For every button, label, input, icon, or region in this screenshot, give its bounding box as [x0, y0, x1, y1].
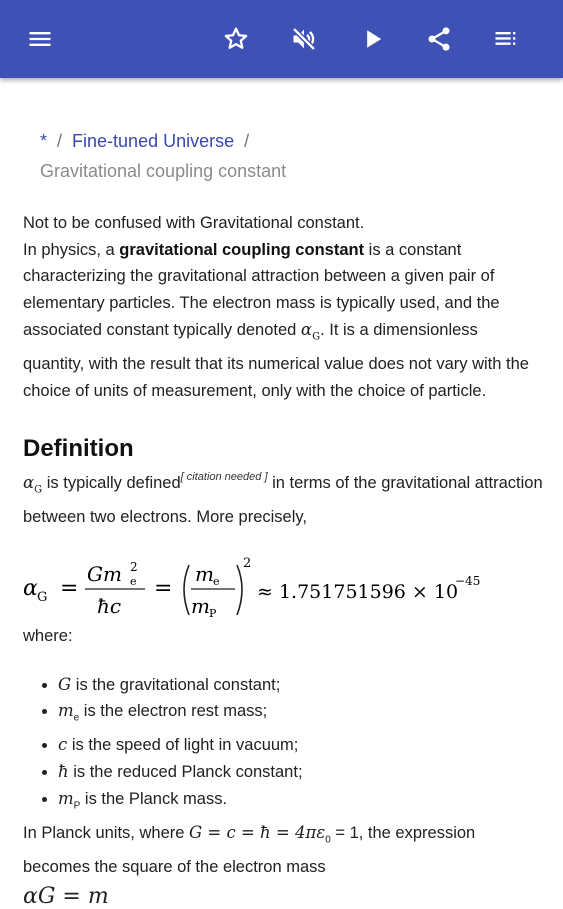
share-icon [425, 25, 453, 53]
breadcrumb [40, 126, 530, 186]
symbol-definitions-list [23, 672, 543, 820]
definition-text: is the electron rest mass; [79, 702, 268, 721]
formula-exponent: −45 [455, 573, 481, 588]
play-icon [359, 25, 387, 53]
definition-symbol-subscript: P [73, 800, 81, 812]
definition-list-item [58, 759, 543, 786]
cutoff-rest: G = m [37, 884, 109, 909]
paren-left [184, 565, 189, 615]
formula-den2: m [191, 593, 210, 618]
formula-alpha: α [23, 575, 38, 601]
planck-text: = 1, the expression becomes the square of the electron mass [23, 823, 476, 876]
mute-icon [290, 25, 318, 53]
planck-equation: G = c = ħ = 4πε [189, 822, 326, 842]
article-body [23, 210, 543, 880]
formula-equals: = [60, 575, 79, 601]
formula-alpha-sub: G [37, 589, 48, 605]
definition-symbol: ħ [58, 762, 69, 782]
contents-button[interactable] [486, 19, 526, 59]
mute-button[interactable] [284, 19, 324, 59]
intro-paragraph [23, 237, 543, 405]
definition-list-item [58, 786, 543, 820]
formula-num2: m [195, 561, 214, 586]
definition-text: is typically defined [42, 474, 181, 493]
app-bar [0, 0, 563, 78]
alpha-subscript: G [34, 484, 43, 496]
definition-symbol: c [58, 735, 68, 755]
breadcrumb-separator: / [244, 131, 250, 151]
definition-symbol: m [58, 788, 74, 808]
menu-icon [26, 25, 54, 53]
definition-symbol-subscript: e [73, 712, 80, 724]
definition-list-item [58, 698, 543, 732]
planck-subscript: 0 [325, 834, 331, 846]
definition-text: is the reduced Planck constant; [68, 763, 303, 782]
coupling-formula [23, 545, 543, 633]
intro-text: In physics, a [23, 240, 120, 259]
share-button[interactable] [419, 19, 459, 59]
planck-text: In Planck units, where [23, 823, 189, 842]
paren-right [237, 565, 242, 615]
definition-text: is the gravitational constant; [71, 675, 281, 694]
term-bold: gravitational coupling constant [119, 240, 365, 259]
alpha-symbol [23, 473, 43, 496]
list-icon [492, 25, 520, 53]
cutoff-alpha: α [23, 884, 38, 909]
where-label: where: [23, 626, 73, 645]
definition-list-item [58, 732, 543, 759]
cutoff-formula [23, 884, 109, 909]
planck-units-paragraph [23, 820, 543, 881]
definition-paragraph [23, 470, 543, 531]
star-icon [222, 25, 250, 53]
definition-symbol: G [58, 674, 72, 694]
alpha-letter: α [23, 473, 35, 493]
formula-den1: ħc [97, 593, 122, 618]
intro-text: is a constant characterizing the gravitational attraction between a given pair of elementary particles. The electron mass is typically used, and the associated constant typically denoted [23, 240, 500, 339]
formula-num2-sub: e [213, 574, 220, 588]
hatnote [23, 210, 543, 237]
formula-power: 2 [243, 555, 252, 571]
definition-text: is the speed of light in vacuum; [67, 736, 299, 755]
intro-text: . It is a dimensionless quantity, with the result that its numerical value does not vary with the choice of units of measurement, only with the choice of particle. [23, 320, 529, 400]
definition-text: in terms of the gravitational attraction between two electrons. More precisely, [23, 474, 543, 527]
formula-den2-sub: P [209, 606, 217, 620]
breadcrumb-current: Gravitational coupling constant [40, 161, 287, 181]
citation-needed-link[interactable]: [ citation needed ] [180, 471, 268, 484]
definition-symbol: m [58, 701, 74, 721]
favorite-button[interactable] [216, 19, 256, 59]
hatnote-link[interactable]: Not to be confused with Gravitational constant. [23, 214, 365, 232]
formula-num1: Gm [87, 561, 122, 586]
breadcrumb-separator: / [57, 131, 63, 151]
breadcrumb-parent-link[interactable]: Fine-tuned Universe [72, 131, 235, 151]
formula-equals-2: = [154, 575, 173, 601]
alpha-letter: α [300, 319, 313, 339]
menu-button[interactable] [20, 19, 60, 59]
formula-approx-value: ≈ 1.751751596 × 10 [257, 580, 459, 603]
breadcrumb-home-link[interactable]: * [40, 131, 48, 151]
section-heading-definition: Definition [23, 435, 134, 463]
play-button[interactable] [353, 19, 393, 59]
definition-text: is the Planck mass. [80, 789, 228, 808]
formula-num1-sup: 2 [130, 559, 138, 574]
alpha-subscript: G [312, 331, 321, 343]
alpha-symbol [300, 319, 321, 343]
definition-list-item [58, 672, 543, 699]
formula-num1-sub: e [130, 574, 137, 588]
